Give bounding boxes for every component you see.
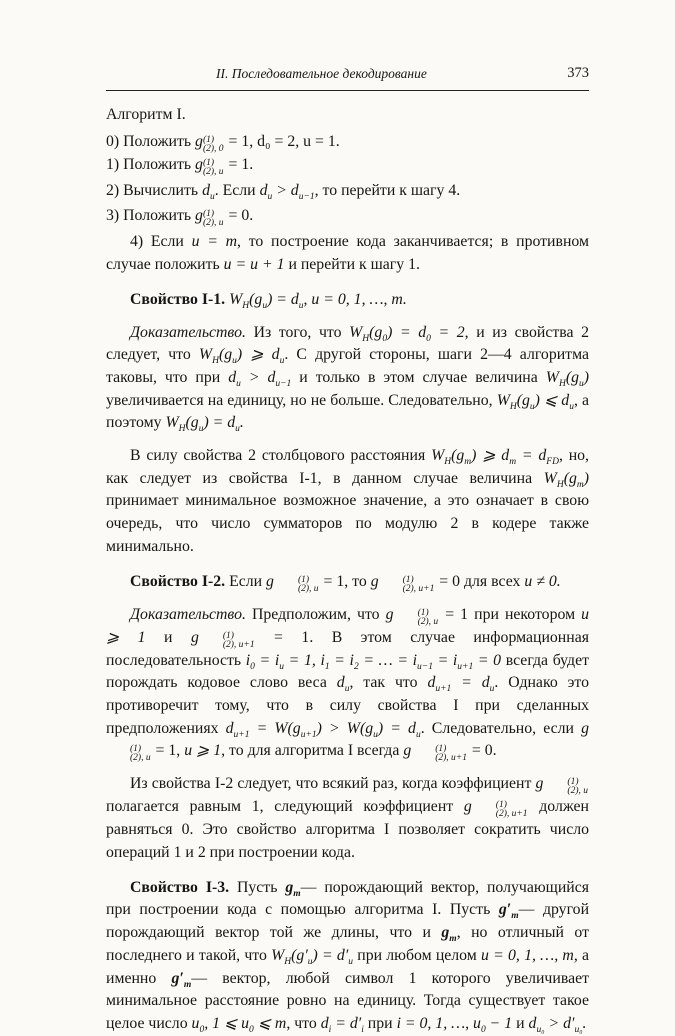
property-2-statement: Свойство I-2. Если g (1) (2), u = 1, то g (1) (2), u+1 = 0 для всех u ≠ 0. bbox=[130, 572, 561, 594]
page-header bbox=[106, 62, 589, 91]
property-2-remark: Из свойства I-2 следует, что всякий раз, когда коэффициент g (1) (2), u полагается равным 1, следующий коэффициент g (1) (2), u+1 должен равняться 0. Это свойство алгоритма I позволяет сократить число операций 1 и 2 при построении кода. bbox=[106, 775, 590, 862]
page-number: 373 bbox=[567, 65, 589, 81]
algorithm-step-3: 3) Положить g (1) (2), u = 0. bbox=[106, 207, 254, 229]
page-body bbox=[106, 104, 589, 1036]
property-1-statement: Свойство I-1. $W_H(g_u) = d_u$, u = 0, 1, …, m. bbox=[130, 290, 407, 311]
algorithm-step-2: 2) Вычислить $d_u$. Если $d_u > d_{u-1}$, то перейти к шагу 4. bbox=[106, 181, 461, 202]
property-2-proof: Доказательство. Предположим, что g (1) (2), u = 1 при некотором u ⩾ 1 и g (1) (2), u+1 = 1. В этом случае информационная последовательность $i_0 = i_u = 1$, $i_1 = i_2$ = … = $i_{u-1} = i_{u+1} = 0$ всегда будет порождать кодовое слово веса $d_u$, так что $d_{u+1} = d_u$. Однако это противоречит тому, что в силу свойства I при сделанных предположениях $d_{u+1} = W(g_{u+1}) > W(g_u) = d_u$. Следовательно, если g (1) (2), u = 1, u ⩾ 1, то для алгоритма I всегда g (1) (2), u+1 = 0. bbox=[106, 605, 590, 764]
running-head: II. Последовательное декодирование bbox=[216, 66, 427, 81]
property-3-statement: Свойство I-3. Пусть $g_m—$ порождающий вектор, получающийся при построении кода с помощью алгоритма I. Пусть $g'_m—$ другой порождающий вектор той же длины, что и $g_m$, но отличный от последнего и такой, что $W_H(g'_u) = d'_u$ при любом целом u = 0, 1, …, m, а именно $g'_m—$ вектор, любой символ 1 которого увеличивает минимальное расстояние ровно на единицу. Тогда существует такое целое число $u_0$, 1 ⩽ $u_0$ ⩽ m, что $d_i = d'_i$ при i = 0, 1, …, $u_0 - 1$ и $d_{u_0} > d'_{u_0}$. bbox=[106, 878, 590, 1036]
algorithm-step-1: 1) Положить g (1) (2), u = 1. bbox=[106, 155, 254, 177]
algorithm-title: Алгоритм I. bbox=[106, 106, 186, 123]
property-1-remark: В силу свойства 2 столбцового расстояния $W_H(g_m)$ ⩾ $d_m = d_{FD}$, но, как следует из свойства I-1, в данном случае величина $W_H(g_m)$ принимает минимальное возможное значение, а это означает в свою очередь, что число сумматоров по модулю 2 в кодере также минимально. bbox=[106, 447, 590, 555]
property-1-proof: Доказательство. Из того, что $W_H(g_0) = d_0 = 2$, и из свойства 2 следует, что $W_H(g_u)$ ⩾ $d_u$. С другой стороны, шаги 2—4 алгоритма таковы, что при $d_u > d_{u-1}$ и только в этом случае величина $W_H(g_u)$ увеличивается на единицу, но не больше. Следовательно, $W_H(g_u)$ ⩽ $d_u$, а поэтому $W_H(g_u) = d_u$. bbox=[106, 323, 590, 435]
algorithm-step-0: 0) Положить g (1) (2), 0 = 1, d₀ = 2, u = 1. bbox=[106, 132, 340, 154]
algorithm-step-4: 4) Если u = m, то построение кода заканчивается; в противном случае положить u = u + 1 и перейти к шагу 1. bbox=[106, 233, 590, 274]
